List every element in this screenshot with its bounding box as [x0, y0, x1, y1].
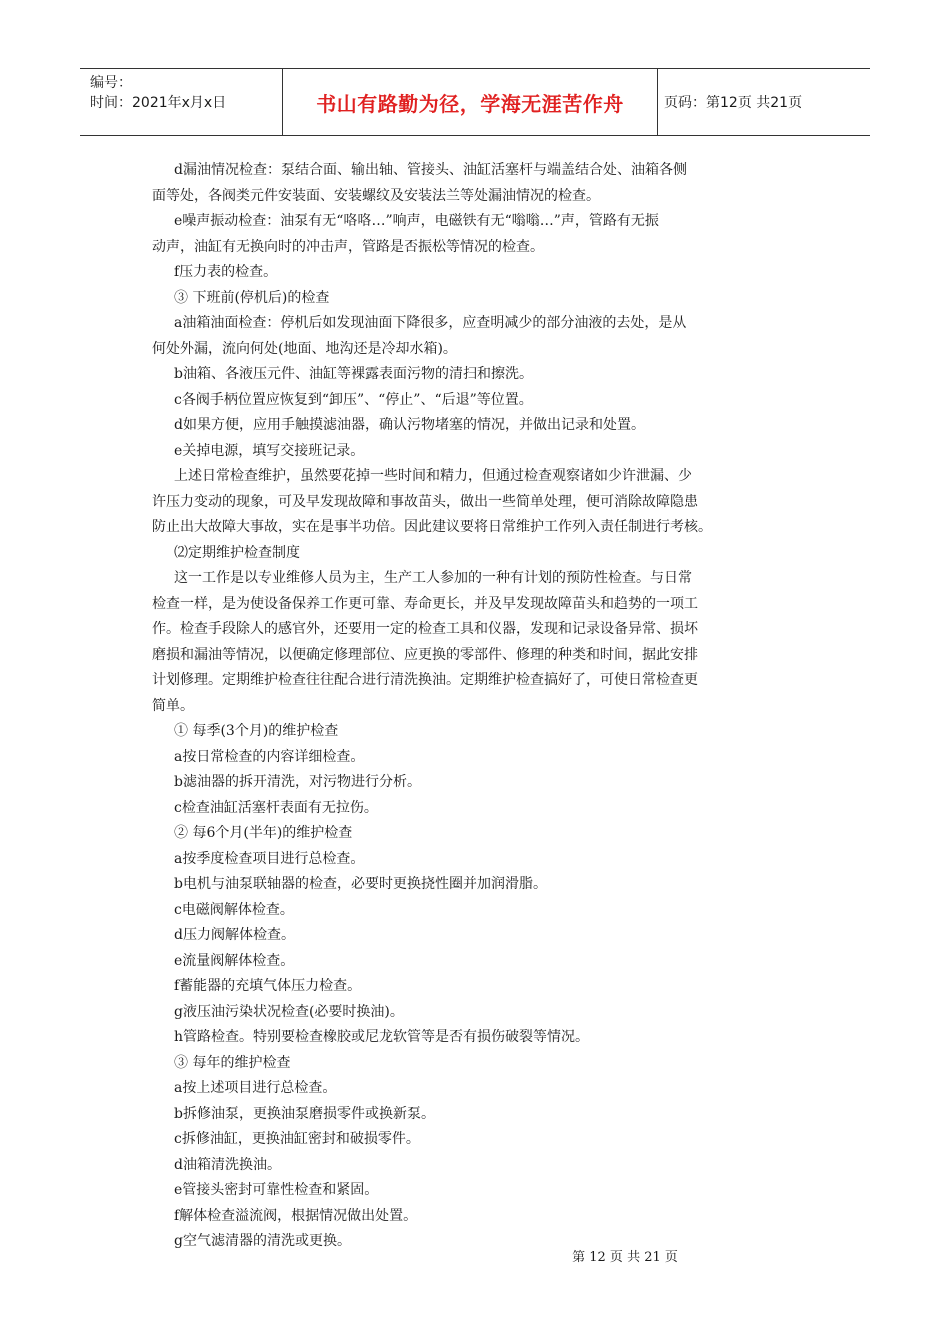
- number-label: 编号：: [90, 75, 132, 91]
- body-line: ⑵定期维护检查制度: [174, 544, 300, 561]
- document-header: [80, 68, 870, 136]
- body-line: e流量阀解体检查。: [174, 952, 295, 969]
- body-line: e噪声振动检查：油泵有无“咯咯…”响声，电磁铁有无“嗡嗡…”声，管路有无振: [174, 213, 659, 229]
- body-line: ② 每6个月(半年)的维护检查: [174, 825, 353, 841]
- body-line: 面等处，各阀类元件安装面、安装螺纹及安装法兰等处漏油情况的检查。: [152, 187, 600, 204]
- body-line: 动声，油缸有无换向时的冲击声，管路是否振松等情况的检查。: [152, 238, 544, 255]
- body-line: a按季度检查项目进行总检查。: [174, 850, 365, 867]
- body-line: 上述日常检查维护，虽然要花掉一些时间和精力，但通过检查观察诸如少许泄漏、少: [174, 468, 692, 484]
- body-line: g液压油污染状况检查(必要时换油)。: [174, 1003, 404, 1020]
- body-line: c检查油缸活塞杆表面有无拉伤。: [174, 799, 378, 816]
- body-line: d压力阀解体检查。: [174, 927, 295, 943]
- body-line: f解体检查溢流阀，根据情况做出处置。: [174, 1207, 418, 1224]
- body-line: a按上述项目进行总检查。: [174, 1080, 337, 1096]
- body-line: b电机与油泵联轴器的检查，必要时更换挠性圈并加润滑脂。: [174, 876, 547, 892]
- body-line: ③ 下班前(停机后)的检查: [174, 289, 330, 306]
- body-line: b拆修油泵，更换油泵磨损零件或换新泵。: [174, 1105, 435, 1122]
- body-line: 计划修理。定期维护检查往往配合进行清洗换油。定期维护检查搞好了，可使日常检查更: [152, 672, 698, 688]
- body-line: ① 每季(3个月)的维护检查: [174, 723, 339, 739]
- header-motto-cell: [282, 69, 658, 135]
- page-label: 页码：第12页 共21页: [664, 95, 803, 111]
- time-label: 时间：2021年x月x日: [90, 95, 227, 111]
- header-meta: [80, 69, 282, 135]
- body-line: f蓄能器的充填气体压力检查。: [174, 978, 362, 994]
- page-footer: 第 12 页 共 21 页: [572, 1250, 678, 1265]
- body-line: c拆修油缸，更换油缸密封和破损零件。: [174, 1131, 420, 1147]
- body-line: d如果方便，应用手触摸滤油器，确认污物堵塞的情况，并做出记录和处置。: [174, 417, 645, 433]
- document-body: [152, 158, 817, 1255]
- body-line: a油箱油面检查：停机后如发现油面下降很多，应查明减少的部分油液的去处，是从: [174, 315, 687, 331]
- body-line: f压力表的检查。: [174, 264, 278, 280]
- body-line: h管路检查。特别要检查橡胶或尼龙软管等是否有损伤破裂等情况。: [174, 1029, 590, 1045]
- body-line: 这一工作是以专业维修人员为主，生产工人参加的一种有计划的预防性检查。与日常: [174, 570, 692, 586]
- header-page-cell: [658, 69, 870, 135]
- body-line: b滤油器的拆开清洗，对污物进行分析。: [174, 774, 421, 790]
- motto-text: 书山有路勤为径，学海无涯苦作舟: [316, 91, 624, 116]
- body-line: b油箱、各液压元件、油缸等裸露表面污物的清扫和擦洗。: [174, 366, 533, 382]
- body-line: 何处外漏，流向何处(地面、地沟还是冷却水箱)。: [152, 340, 457, 357]
- body-line: c电磁阀解体检查。: [174, 901, 294, 918]
- body-line: e关掉电源，填写交接班记录。: [174, 442, 365, 459]
- body-line: 简单。: [152, 697, 194, 714]
- body-line: c各阀手柄位置应恢复到“卸压”、“停止”、“后退”等位置。: [174, 391, 533, 408]
- body-line: d油箱清洗换油。: [174, 1156, 281, 1173]
- body-line: 许压力变动的现象，可及早发现故障和事故苗头，做出一些简单处理，便可消除故障隐患: [152, 493, 698, 510]
- body-line: 检查一样，是为使设备保养工作更可靠、寿命更长，并及早发现故障苗头和趋势的一项工: [152, 595, 698, 612]
- body-line: 作。检查手段除人的感官外，还要用一定的检查工具和仪器，发现和记录设备异常、损坏: [152, 621, 698, 637]
- body-line: d漏油情况检查：泵结合面、输出轴、管接头、油缸活塞杆与端盖结合处、油箱各侧: [174, 162, 687, 178]
- body-line: ③ 每年的维护检查: [174, 1054, 291, 1071]
- body-line: 防止出大故障大事故，实在是事半功倍。因此建议要将日常维护工作列入责任制进行考核。: [152, 519, 712, 535]
- body-line: a按日常检查的内容详细检查。: [174, 748, 365, 765]
- body-line: g空气滤清器的清洗或更换。: [174, 1233, 351, 1249]
- body-line: 磨损和漏油等情况，以便确定修理部位、应更换的零部件、修理的种类和时间，据此安排: [152, 646, 698, 663]
- body-line: e管接头密封可靠性检查和紧固。: [174, 1182, 379, 1198]
